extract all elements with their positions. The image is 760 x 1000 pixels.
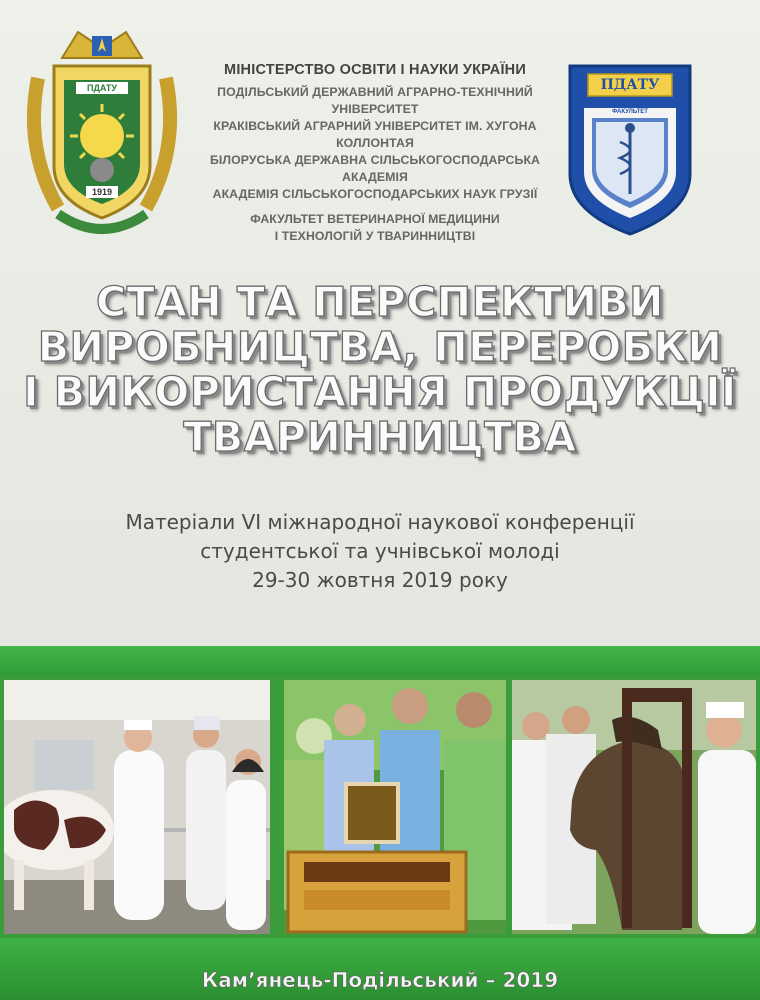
right-emblem-label: ФАКУЛЬТЕТ bbox=[612, 109, 648, 115]
title-line: І ВИКОРИСТАННЯ ПРОДУКЦІЇ bbox=[23, 368, 737, 416]
left-emblem-abbr: ПДАТУ bbox=[86, 83, 118, 93]
veterinary-faculty-shield-icon bbox=[566, 62, 694, 238]
conference-subtitle bbox=[20, 508, 740, 595]
cow-examination-photo bbox=[4, 680, 270, 934]
conference-dates: 29-30 жовтня 2019 року bbox=[252, 568, 508, 592]
university-line: КРАКІВСЬКИЙ АГРАРНИЙ УНІВЕРСИТЕТ ІМ. ХУГОНА КОЛЛОНТАЯ bbox=[213, 119, 537, 150]
university-line: ПОДІЛЬСЬКИЙ ДЕРЖАВНИЙ АГРАРНО-ТЕХНІЧНИЙ УНІВЕРСИТЕТ bbox=[217, 85, 533, 116]
institutions-block bbox=[190, 62, 560, 245]
university-coat-of-arms-icon bbox=[18, 18, 186, 240]
photo-strip bbox=[0, 676, 760, 938]
subtitle-line: Матеріали VI міжнародної наукової конференції bbox=[125, 510, 635, 534]
faculty-line: І ТЕХНОЛОГІЙ У ТВАРИННИЦТВІ bbox=[274, 229, 476, 243]
right-emblem-abbr: ПДАТУ bbox=[600, 77, 660, 93]
conference-title bbox=[20, 280, 740, 460]
horse-students-photo bbox=[512, 680, 756, 934]
faculty-line: ФАКУЛЬТЕТ ВЕТЕРИНАРНОЇ МЕДИЦИНИ bbox=[250, 212, 500, 226]
green-band-top bbox=[0, 646, 760, 676]
ministry-name: МІНІСТЕРСТВО ОСВІТИ І НАУКИ УКРАЇНИ bbox=[224, 62, 526, 78]
publication-place-year: Кам’янець-Подільський – 2019 bbox=[201, 968, 559, 992]
university-line: АКАДЕМІЯ СІЛЬСЬКОГОСПОДАРСЬКИХ НАУК ГРУЗІЇ bbox=[212, 187, 538, 201]
left-emblem-year: 1919 bbox=[91, 187, 113, 197]
subtitle-line: студентської та учнівської молоді bbox=[200, 539, 560, 563]
title-line: ВИРОБНИЦТВА, ПЕРЕРОБКИ bbox=[37, 323, 723, 371]
title-line: СТАН ТА ПЕРСПЕКТИВИ bbox=[96, 278, 664, 326]
beekeeping-photo bbox=[284, 680, 506, 934]
university-line: БІЛОРУСЬКА ДЕРЖАВНА СІЛЬСЬКОГОСПОДАРСЬКА АКАДЕМІЯ bbox=[209, 153, 541, 184]
title-line: ТВАРИННИЦТВА bbox=[183, 413, 577, 461]
